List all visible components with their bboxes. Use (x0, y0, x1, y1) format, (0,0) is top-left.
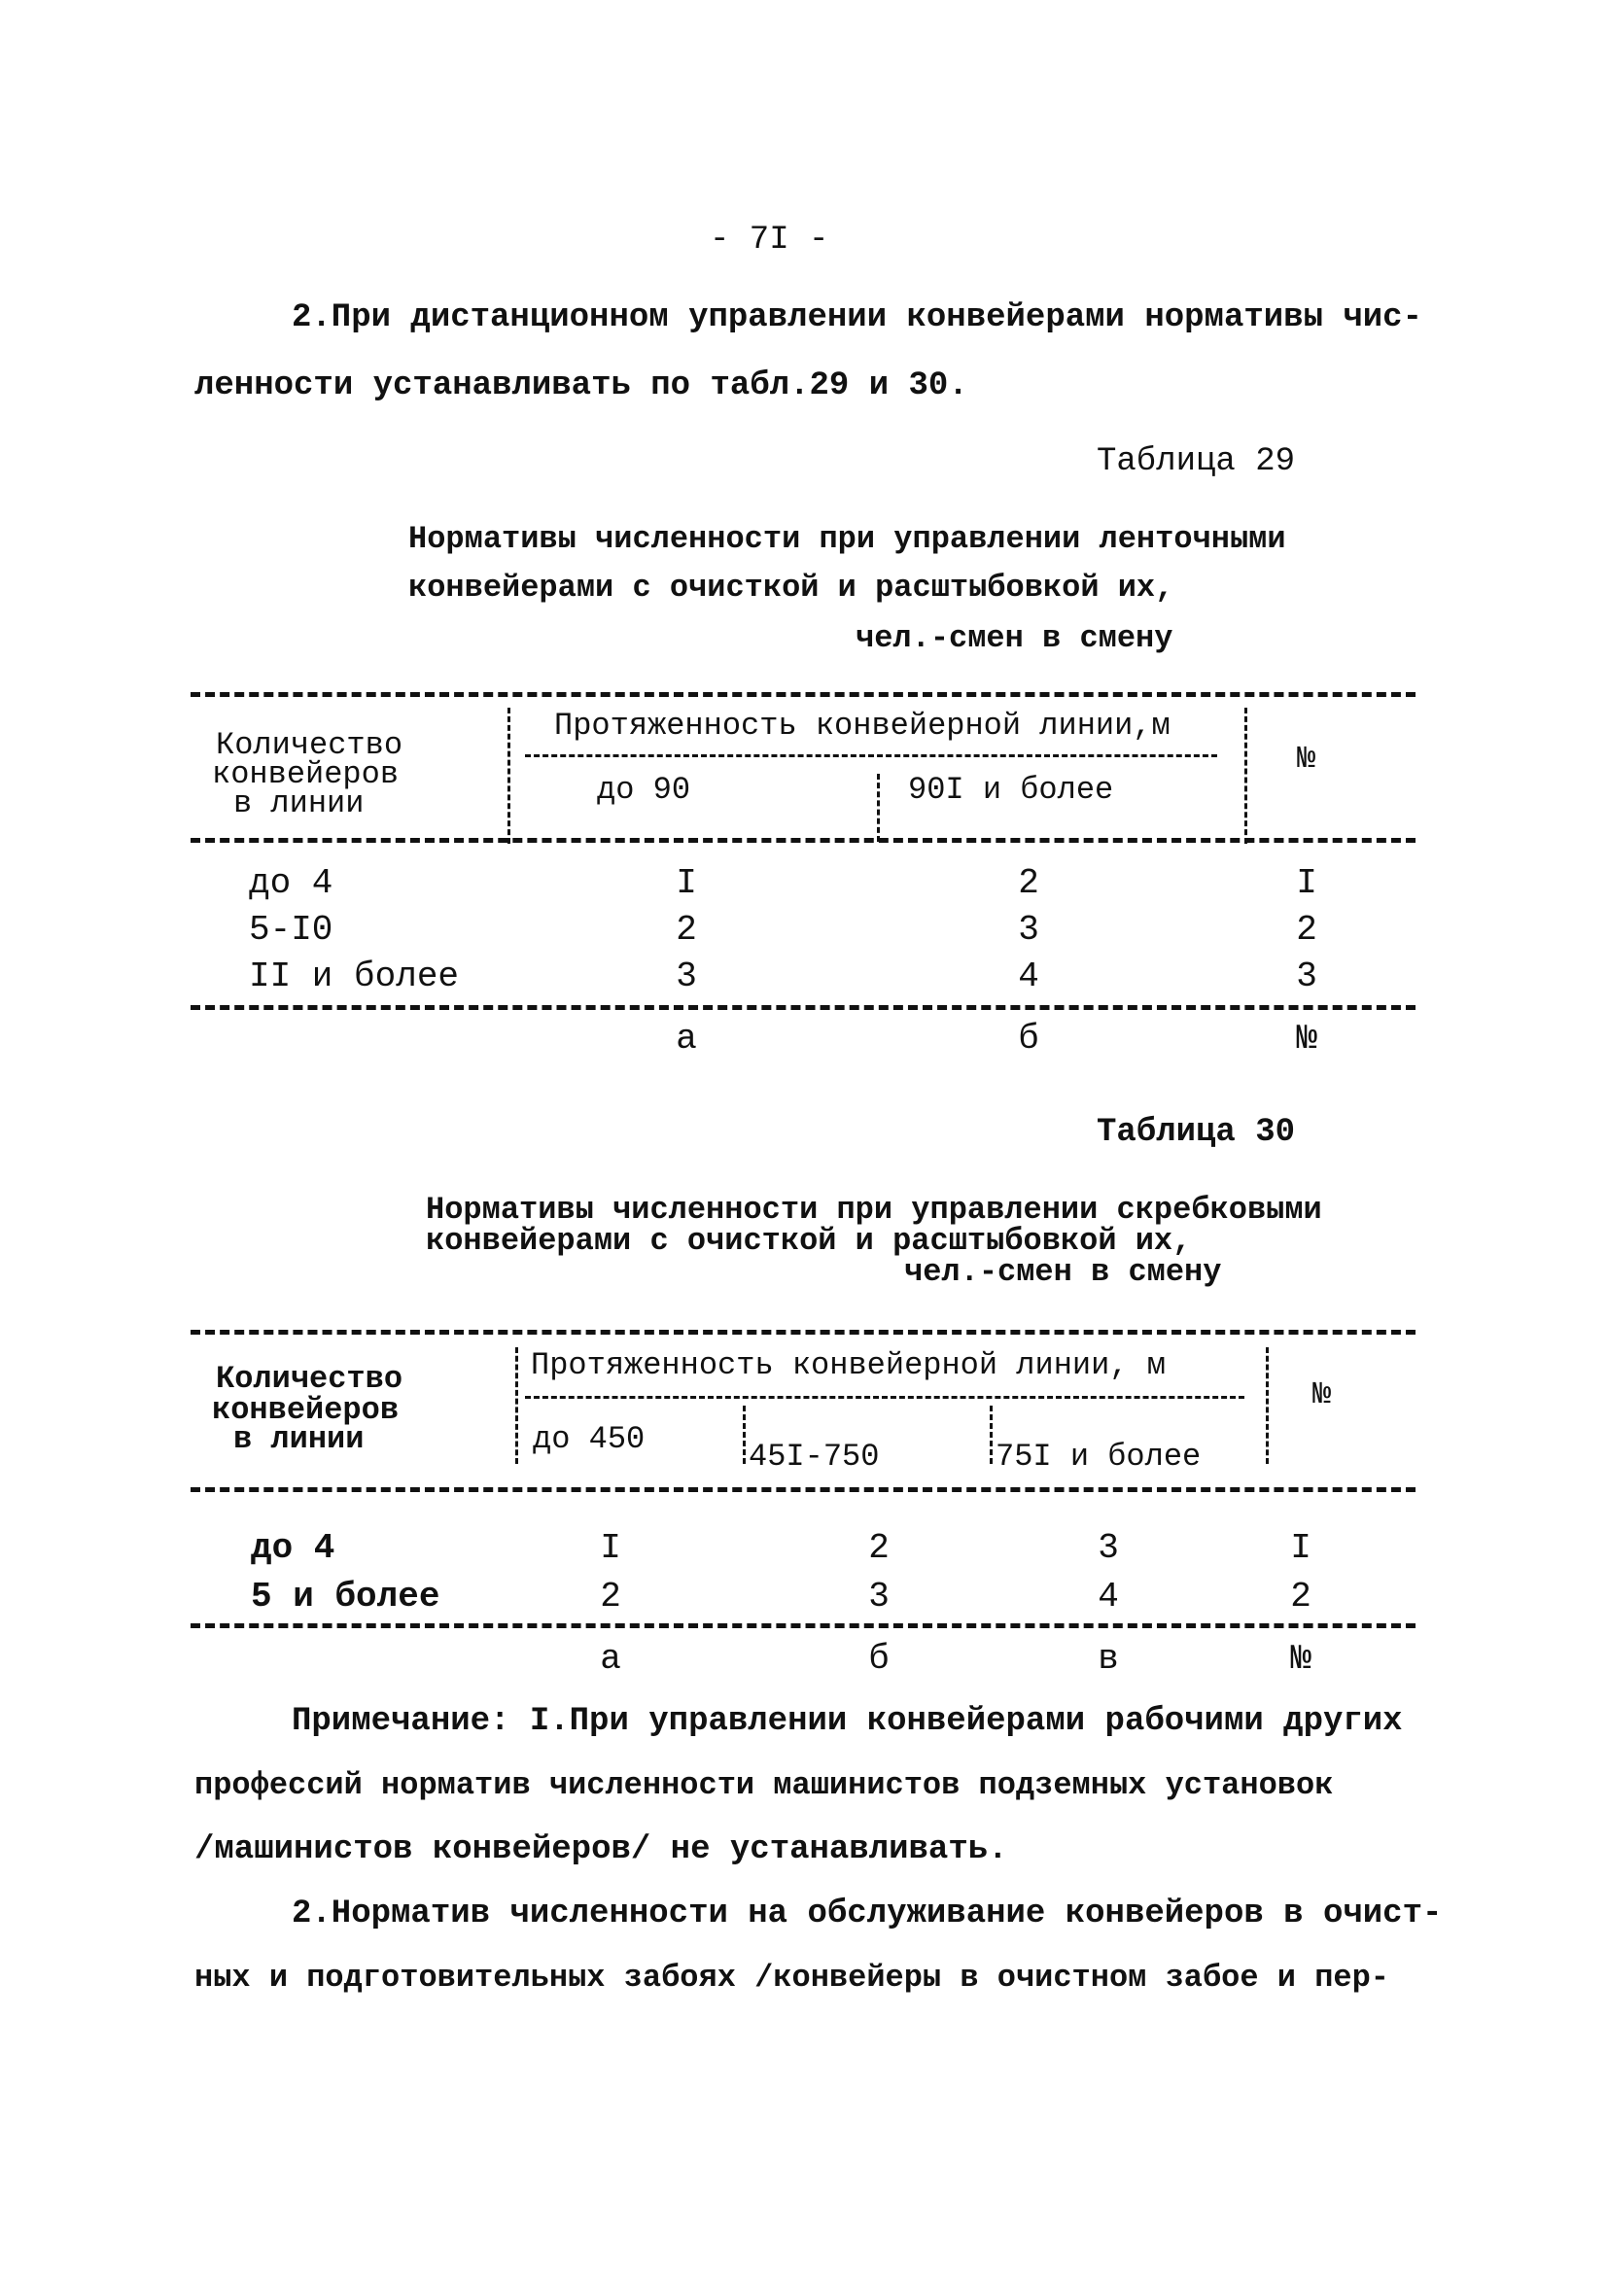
note-line: ных и подготовительных забоях /конвейеры в очистном забое и пер- (194, 1960, 1389, 1996)
table-29-group-rule (525, 754, 1217, 757)
table-29-cell: 4 (1018, 957, 1039, 996)
table-29-footer-cell: а (676, 1019, 697, 1059)
table-30-divider (990, 1406, 993, 1464)
table-30-row-label: 5 и более (251, 1577, 440, 1617)
note-line: профессий норматив численности машинистов подземных установок (194, 1767, 1334, 1803)
table-30-sub3-header: 75I и более (996, 1439, 1202, 1475)
table-29-col1-header: в линии (233, 785, 365, 821)
table-30-caption-line: конвейерами с очисткой и расштыбовкой их, (426, 1223, 1192, 1259)
table-29-row-label: до 4 (249, 863, 333, 903)
table-30-footer-cell: № (1290, 1639, 1311, 1679)
note-line: /машинистов конвейеров/ не устанавливать. (194, 1831, 1008, 1868)
table-29-cell: 2 (1296, 910, 1317, 950)
table-29-col1-header: Количество (216, 727, 403, 763)
note-line: Примечание: I.При управлении конвейерами рабочими других (292, 1703, 1403, 1740)
table-29-footer-cell: б (1018, 1019, 1039, 1059)
table-29-caption-line: чел.-смен в смену (856, 620, 1173, 656)
table-30-divider (515, 1347, 518, 1464)
note-line: 2.Норматив численности на обслуживание конвейеров в очист- (292, 1896, 1443, 1932)
table-30-cell: I (600, 1528, 621, 1568)
table-30-divider (743, 1406, 746, 1464)
table-29-group-header: Протяженность конвейерной линии,м (554, 708, 1171, 744)
table-29-caption-line: конвейерами с очисткой и расштыбовкой их, (408, 570, 1174, 606)
table-30-group-header: Протяженность конвейерной линии, м (531, 1347, 1166, 1383)
table-29-label: Таблица 29 (1097, 443, 1296, 480)
table-29-col1-header: конвейеров (212, 756, 400, 792)
table-30-sub2-header: 45I-750 (749, 1439, 880, 1475)
table-29-cell: I (676, 863, 697, 903)
table-29-cell: I (1296, 863, 1317, 903)
table-29-cell: 3 (1296, 957, 1317, 996)
table-30-cell: 4 (1098, 1577, 1119, 1617)
table-30-divider (1266, 1347, 1269, 1464)
table-30-col1-header: Количество (216, 1361, 403, 1397)
table-30-col1-header: конвейеров (212, 1392, 400, 1428)
table-29-top-rule (191, 692, 1416, 697)
table-29-header-rule (191, 838, 1416, 843)
table-30-footer-cell: в (1098, 1639, 1119, 1679)
paragraph-line: ленности устанавливать по табл.29 и 30. (194, 367, 968, 404)
table-29-divider (1244, 708, 1247, 844)
table-29-sub2-header: 90I и более (908, 772, 1114, 808)
table-29-divider (507, 708, 510, 844)
table-30-cell: 2 (1290, 1577, 1311, 1617)
table-30-cell: 3 (1098, 1528, 1119, 1568)
table-29-num-header: № (1297, 741, 1316, 777)
table-30-col1-header: в линии (233, 1421, 365, 1457)
table-30-cell: I (1290, 1528, 1311, 1568)
table-30-top-rule (191, 1330, 1416, 1335)
table-29-caption-line: Нормативы численности при управлении ленточными (408, 521, 1286, 557)
table-30-cell: 2 (600, 1577, 621, 1617)
table-30-header-rule (191, 1487, 1416, 1492)
table-29-cell: 3 (676, 957, 697, 996)
table-30-label: Таблица 30 (1097, 1114, 1296, 1151)
table-29-cell: 3 (1018, 910, 1039, 950)
table-30-bottom-rule (191, 1623, 1416, 1628)
table-30-row-label: до 4 (251, 1528, 335, 1568)
table-29-footer-cell: № (1296, 1019, 1317, 1059)
table-30-footer-cell: б (868, 1639, 890, 1679)
table-30-footer-cell: а (600, 1639, 621, 1679)
paragraph-line: 2.При дистанционном управлении конвейерами нормативы чис- (292, 299, 1422, 336)
table-29-row-label: 5-I0 (249, 910, 333, 950)
table-30-sub1-header: до 450 (533, 1421, 646, 1457)
table-30-caption-line: Нормативы численности при управлении скребковыми (426, 1192, 1322, 1228)
table-29-cell: 2 (1018, 863, 1039, 903)
table-29-sub1-header: до 90 (597, 772, 691, 808)
table-29-divider (877, 774, 880, 842)
table-30-num-header: № (1312, 1376, 1332, 1412)
table-30-cell: 2 (868, 1528, 890, 1568)
page-number: - 7I - (710, 222, 829, 259)
table-30-cell: 3 (868, 1577, 890, 1617)
table-29-bottom-rule (191, 1005, 1416, 1010)
table-29-row-label: II и более (249, 957, 460, 996)
table-30-caption-line: чел.-смен в смену (904, 1254, 1222, 1290)
table-30-group-rule (525, 1396, 1244, 1399)
table-29-cell: 2 (676, 910, 697, 950)
